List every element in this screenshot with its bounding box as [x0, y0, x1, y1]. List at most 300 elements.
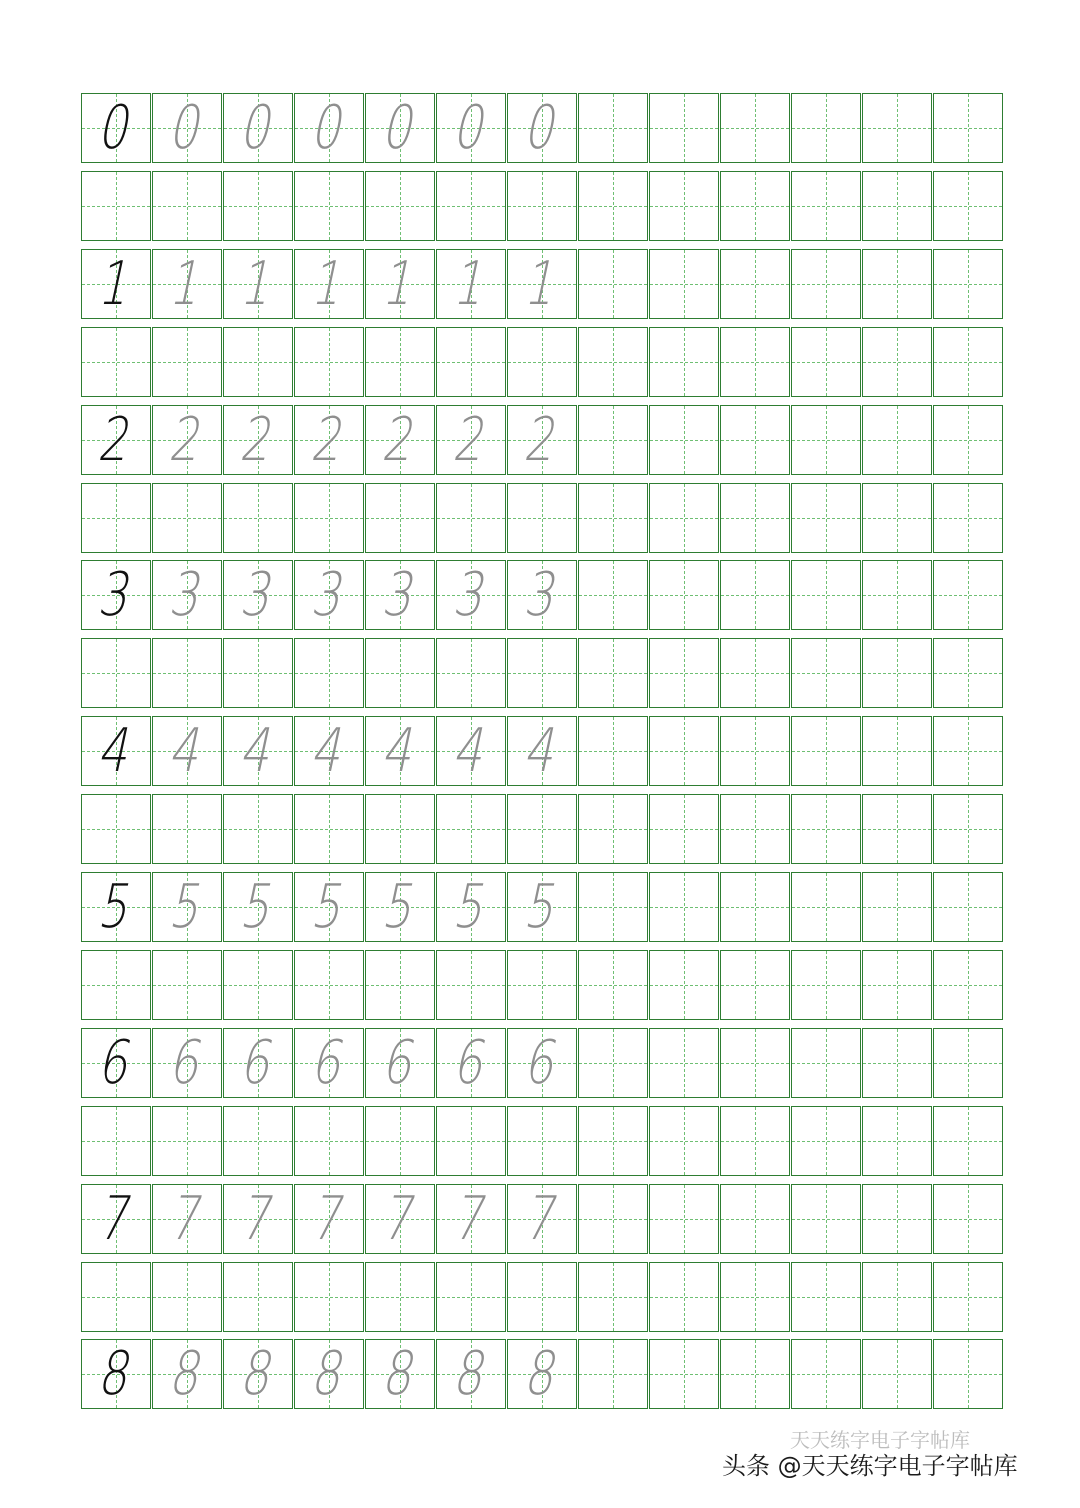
grid-horizontal-guide	[934, 1374, 1002, 1375]
grid-cell	[649, 327, 719, 397]
digit-row-4	[81, 716, 1001, 786]
grid-cell	[578, 1339, 648, 1409]
grid-horizontal-guide	[792, 1297, 860, 1298]
grid-cell	[436, 716, 506, 786]
grid-cell	[720, 794, 790, 864]
grid-cell	[933, 716, 1003, 786]
grid-cell	[862, 1262, 932, 1332]
blank-row-6	[81, 1106, 1001, 1176]
grid-cell	[649, 405, 719, 475]
grid-horizontal-guide	[650, 751, 718, 752]
grid-horizontal-guide	[437, 673, 505, 674]
grid-cell	[152, 1339, 222, 1409]
watermark-text: 天天练字电子字帖库	[790, 1428, 970, 1452]
grid-horizontal-guide	[82, 518, 150, 519]
grid-horizontal-guide	[579, 829, 647, 830]
grid-horizontal-guide	[863, 1141, 931, 1142]
grid-cell	[223, 638, 293, 708]
trace-digit: 3	[519, 560, 565, 631]
grid-horizontal-guide	[721, 907, 789, 908]
trace-digit: 2	[377, 404, 423, 475]
grid-cell	[933, 171, 1003, 241]
grid-horizontal-guide	[366, 206, 434, 207]
trace-digit: 0	[377, 93, 423, 163]
grid-cell	[294, 716, 364, 786]
grid-horizontal-guide	[650, 206, 718, 207]
grid-horizontal-guide	[721, 284, 789, 285]
grid-horizontal-guide	[224, 829, 292, 830]
grid-cell	[578, 327, 648, 397]
grid-horizontal-guide	[650, 1219, 718, 1220]
grid-horizontal-guide	[934, 1141, 1002, 1142]
grid-cell	[507, 405, 577, 475]
grid-cell	[862, 716, 932, 786]
trace-digit: 1	[519, 248, 565, 319]
grid-cell	[649, 716, 719, 786]
grid-horizontal-guide	[934, 206, 1002, 207]
trace-digit: 5	[164, 872, 210, 942]
grid-horizontal-guide	[792, 440, 860, 441]
trace-digit: 5	[306, 872, 352, 942]
grid-cell	[81, 1106, 151, 1176]
grid-cell	[649, 1028, 719, 1098]
grid-horizontal-guide	[366, 673, 434, 674]
grid-cell	[365, 950, 435, 1020]
grid-horizontal-guide	[579, 440, 647, 441]
grid-horizontal-guide	[295, 518, 363, 519]
grid-horizontal-guide	[792, 1063, 860, 1064]
grid-horizontal-guide	[437, 985, 505, 986]
grid-cell	[152, 405, 222, 475]
grid-cell	[81, 483, 151, 553]
grid-horizontal-guide	[792, 128, 860, 129]
grid-cell	[649, 171, 719, 241]
grid-horizontal-guide	[934, 985, 1002, 986]
grid-horizontal-guide	[863, 518, 931, 519]
digit-row-8	[81, 1339, 1001, 1409]
grid-cell	[507, 1106, 577, 1176]
grid-horizontal-guide	[863, 1297, 931, 1298]
grid-cell	[294, 1106, 364, 1176]
grid-horizontal-guide	[863, 985, 931, 986]
grid-cell	[720, 1106, 790, 1176]
grid-cell	[365, 249, 435, 319]
grid-cell	[436, 1106, 506, 1176]
grid-cell	[507, 327, 577, 397]
trace-digit: 6	[519, 1027, 565, 1098]
grid-horizontal-guide	[721, 440, 789, 441]
digit-row-3	[81, 560, 1001, 630]
grid-horizontal-guide	[366, 362, 434, 363]
grid-cell	[720, 405, 790, 475]
trace-digit: 2	[519, 404, 565, 475]
grid-cell	[720, 1339, 790, 1409]
grid-cell	[436, 872, 506, 942]
grid-cell	[223, 93, 293, 163]
grid-horizontal-guide	[82, 362, 150, 363]
grid-horizontal-guide	[224, 206, 292, 207]
grid-cell	[81, 794, 151, 864]
trace-digit: 7	[164, 1183, 210, 1254]
grid-horizontal-guide	[721, 1374, 789, 1375]
grid-cell	[81, 327, 151, 397]
grid-cell	[507, 560, 577, 630]
grid-cell	[862, 794, 932, 864]
grid-cell	[152, 1262, 222, 1332]
grid-horizontal-guide	[934, 284, 1002, 285]
grid-cell	[81, 171, 151, 241]
grid-cell	[223, 249, 293, 319]
grid-horizontal-guide	[863, 206, 931, 207]
grid-cell	[365, 716, 435, 786]
grid-cell	[862, 1184, 932, 1254]
grid-cell	[649, 1184, 719, 1254]
trace-digit: 4	[235, 716, 281, 787]
grid-cell	[81, 249, 151, 319]
grid-cell	[578, 716, 648, 786]
grid-horizontal-guide	[579, 1063, 647, 1064]
grid-cell	[436, 638, 506, 708]
grid-horizontal-guide	[792, 829, 860, 830]
grid-cell	[791, 638, 861, 708]
grid-horizontal-guide	[82, 673, 150, 674]
grid-cell	[791, 872, 861, 942]
grid-cell	[81, 1262, 151, 1332]
grid-cell	[933, 872, 1003, 942]
grid-horizontal-guide	[508, 985, 576, 986]
grid-horizontal-guide	[153, 362, 221, 363]
grid-cell	[152, 560, 222, 630]
trace-digit: 0	[306, 93, 352, 163]
grid-horizontal-guide	[153, 518, 221, 519]
grid-horizontal-guide	[295, 673, 363, 674]
grid-horizontal-guide	[934, 518, 1002, 519]
grid-cell	[720, 1184, 790, 1254]
model-digit: 7	[93, 1183, 139, 1254]
trace-digit: 0	[235, 93, 281, 163]
grid-horizontal-guide	[366, 518, 434, 519]
grid-horizontal-guide	[934, 1219, 1002, 1220]
grid-cell	[578, 171, 648, 241]
grid-horizontal-guide	[579, 1141, 647, 1142]
grid-cell	[294, 560, 364, 630]
grid-cell	[507, 483, 577, 553]
trace-digit: 6	[164, 1027, 210, 1098]
grid-cell	[365, 1184, 435, 1254]
digit-row-6	[81, 1028, 1001, 1098]
grid-horizontal-guide	[579, 907, 647, 908]
grid-horizontal-guide	[437, 362, 505, 363]
grid-cell	[223, 1339, 293, 1409]
grid-horizontal-guide	[82, 1141, 150, 1142]
grid-horizontal-guide	[650, 1374, 718, 1375]
grid-horizontal-guide	[295, 829, 363, 830]
grid-horizontal-guide	[863, 673, 931, 674]
grid-cell	[436, 327, 506, 397]
trace-digit: 1	[164, 248, 210, 319]
trace-digit: 5	[519, 872, 565, 942]
model-digit: 0	[93, 93, 139, 163]
grid-cell	[649, 483, 719, 553]
grid-cell	[223, 794, 293, 864]
grid-horizontal-guide	[934, 673, 1002, 674]
grid-cell	[578, 405, 648, 475]
grid-cell	[649, 872, 719, 942]
grid-cell	[365, 1262, 435, 1332]
grid-cell	[791, 1262, 861, 1332]
grid-cell	[294, 483, 364, 553]
grid-horizontal-guide	[650, 595, 718, 596]
grid-horizontal-guide	[579, 362, 647, 363]
grid-horizontal-guide	[579, 284, 647, 285]
grid-cell	[791, 1106, 861, 1176]
grid-cell	[862, 560, 932, 630]
grid-cell	[152, 794, 222, 864]
digit-row-0	[81, 93, 1001, 163]
grid-cell	[436, 1184, 506, 1254]
grid-horizontal-guide	[863, 1219, 931, 1220]
grid-cell	[862, 249, 932, 319]
grid-horizontal-guide	[721, 673, 789, 674]
grid-cell	[294, 171, 364, 241]
grid-horizontal-guide	[863, 751, 931, 752]
grid-cell	[436, 405, 506, 475]
trace-digit: 0	[164, 93, 210, 163]
grid-horizontal-guide	[224, 362, 292, 363]
grid-cell	[507, 1262, 577, 1332]
trace-digit: 5	[377, 872, 423, 942]
grid-horizontal-guide	[82, 829, 150, 830]
grid-cell	[365, 1106, 435, 1176]
grid-horizontal-guide	[295, 206, 363, 207]
blank-row-0	[81, 171, 1001, 241]
grid-cell	[152, 872, 222, 942]
grid-horizontal-guide	[934, 1063, 1002, 1064]
grid-cell	[81, 950, 151, 1020]
grid-horizontal-guide	[508, 673, 576, 674]
blank-row-1	[81, 327, 1001, 397]
grid-horizontal-guide	[508, 1141, 576, 1142]
grid-horizontal-guide	[721, 751, 789, 752]
grid-cell	[507, 249, 577, 319]
grid-horizontal-guide	[437, 1297, 505, 1298]
grid-horizontal-guide	[863, 440, 931, 441]
trace-digit: 7	[306, 1183, 352, 1254]
grid-cell	[720, 483, 790, 553]
grid-cell	[720, 249, 790, 319]
trace-digit: 3	[306, 560, 352, 631]
grid-horizontal-guide	[224, 518, 292, 519]
trace-digit: 0	[448, 93, 494, 163]
grid-horizontal-guide	[721, 206, 789, 207]
grid-cell	[223, 716, 293, 786]
grid-horizontal-guide	[863, 284, 931, 285]
trace-digit: 7	[448, 1183, 494, 1254]
grid-cell	[649, 1339, 719, 1409]
grid-cell	[933, 1339, 1003, 1409]
grid-horizontal-guide	[863, 907, 931, 908]
grid-cell	[365, 638, 435, 708]
digit-row-2	[81, 405, 1001, 475]
grid-cell	[507, 1339, 577, 1409]
grid-cell	[365, 171, 435, 241]
trace-digit: 5	[235, 872, 281, 942]
grid-horizontal-guide	[792, 362, 860, 363]
grid-cell	[436, 1339, 506, 1409]
grid-cell	[294, 405, 364, 475]
grid-horizontal-guide	[934, 362, 1002, 363]
grid-cell	[720, 1262, 790, 1332]
grid-cell	[791, 93, 861, 163]
grid-cell	[365, 1339, 435, 1409]
grid-cell	[862, 1106, 932, 1176]
trace-digit: 7	[377, 1183, 423, 1254]
grid-horizontal-guide	[437, 829, 505, 830]
trace-digit: 2	[448, 404, 494, 475]
blank-row-3	[81, 638, 1001, 708]
grid-horizontal-guide	[508, 362, 576, 363]
grid-cell	[436, 93, 506, 163]
grid-horizontal-guide	[82, 1297, 150, 1298]
grid-horizontal-guide	[650, 673, 718, 674]
grid-horizontal-guide	[650, 518, 718, 519]
grid-cell	[152, 1028, 222, 1098]
grid-cell	[436, 1028, 506, 1098]
trace-digit: 4	[164, 716, 210, 787]
grid-cell	[223, 1262, 293, 1332]
grid-cell	[365, 483, 435, 553]
grid-cell	[649, 249, 719, 319]
grid-horizontal-guide	[934, 595, 1002, 596]
grid-horizontal-guide	[224, 673, 292, 674]
grid-horizontal-guide	[153, 1297, 221, 1298]
grid-cell	[152, 716, 222, 786]
grid-cell	[862, 950, 932, 1020]
grid-cell	[933, 483, 1003, 553]
grid-cell	[862, 872, 932, 942]
grid-cell	[223, 560, 293, 630]
grid-cell	[578, 1262, 648, 1332]
grid-cell	[578, 483, 648, 553]
grid-horizontal-guide	[579, 206, 647, 207]
grid-cell	[223, 483, 293, 553]
grid-cell	[791, 1339, 861, 1409]
trace-digit: 8	[306, 1339, 352, 1410]
grid-cell	[294, 327, 364, 397]
grid-cell	[862, 1339, 932, 1409]
grid-cell	[223, 872, 293, 942]
blank-row-5	[81, 950, 1001, 1020]
grid-cell	[791, 483, 861, 553]
grid-horizontal-guide	[721, 829, 789, 830]
trace-digit: 3	[164, 560, 210, 631]
grid-horizontal-guide	[579, 1374, 647, 1375]
trace-digit: 7	[235, 1183, 281, 1254]
grid-cell	[81, 93, 151, 163]
grid-cell	[223, 1028, 293, 1098]
trace-digit: 7	[519, 1183, 565, 1254]
trace-digit: 3	[448, 560, 494, 631]
trace-digit: 5	[448, 872, 494, 942]
trace-digit: 6	[306, 1027, 352, 1098]
grid-cell	[720, 1028, 790, 1098]
trace-digit: 8	[519, 1339, 565, 1410]
grid-cell	[294, 1184, 364, 1254]
grid-cell	[294, 872, 364, 942]
grid-horizontal-guide	[863, 128, 931, 129]
grid-horizontal-guide	[934, 751, 1002, 752]
grid-horizontal-guide	[792, 284, 860, 285]
grid-horizontal-guide	[579, 1297, 647, 1298]
grid-cell	[649, 1262, 719, 1332]
grid-cell	[81, 1184, 151, 1254]
grid-horizontal-guide	[721, 362, 789, 363]
grid-horizontal-guide	[366, 1141, 434, 1142]
grid-horizontal-guide	[579, 1219, 647, 1220]
grid-horizontal-guide	[437, 1141, 505, 1142]
trace-digit: 6	[235, 1027, 281, 1098]
grid-cell	[578, 1184, 648, 1254]
grid-cell	[933, 1262, 1003, 1332]
trace-digit: 1	[448, 248, 494, 319]
grid-cell	[365, 405, 435, 475]
grid-horizontal-guide	[366, 985, 434, 986]
grid-cell	[933, 794, 1003, 864]
trace-digit: 4	[519, 716, 565, 787]
trace-digit: 4	[377, 716, 423, 787]
grid-cell	[81, 872, 151, 942]
grid-cell	[791, 171, 861, 241]
grid-horizontal-guide	[934, 440, 1002, 441]
grid-cell	[81, 638, 151, 708]
grid-horizontal-guide	[579, 673, 647, 674]
grid-horizontal-guide	[437, 206, 505, 207]
grid-horizontal-guide	[366, 829, 434, 830]
grid-cell	[507, 93, 577, 163]
grid-horizontal-guide	[650, 985, 718, 986]
grid-cell	[791, 249, 861, 319]
blank-row-2	[81, 483, 1001, 553]
trace-digit: 1	[235, 248, 281, 319]
model-digit: 1	[93, 248, 139, 319]
grid-cell	[720, 327, 790, 397]
grid-cell	[791, 560, 861, 630]
grid-cell	[791, 716, 861, 786]
grid-cell	[862, 327, 932, 397]
grid-cell	[933, 405, 1003, 475]
grid-cell	[223, 1106, 293, 1176]
grid-cell	[365, 560, 435, 630]
grid-horizontal-guide	[153, 673, 221, 674]
grid-cell	[578, 638, 648, 708]
grid-horizontal-guide	[437, 518, 505, 519]
grid-cell	[436, 1262, 506, 1332]
blank-row-7	[81, 1262, 1001, 1332]
grid-horizontal-guide	[295, 362, 363, 363]
grid-cell	[294, 794, 364, 864]
grid-cell	[436, 249, 506, 319]
grid-cell	[365, 1028, 435, 1098]
grid-horizontal-guide	[579, 128, 647, 129]
grid-cell	[294, 1028, 364, 1098]
grid-horizontal-guide	[295, 1141, 363, 1142]
grid-horizontal-guide	[153, 206, 221, 207]
grid-horizontal-guide	[224, 1297, 292, 1298]
grid-cell	[578, 950, 648, 1020]
trace-digit: 4	[306, 716, 352, 787]
trace-digit: 4	[448, 716, 494, 787]
grid-cell	[578, 560, 648, 630]
